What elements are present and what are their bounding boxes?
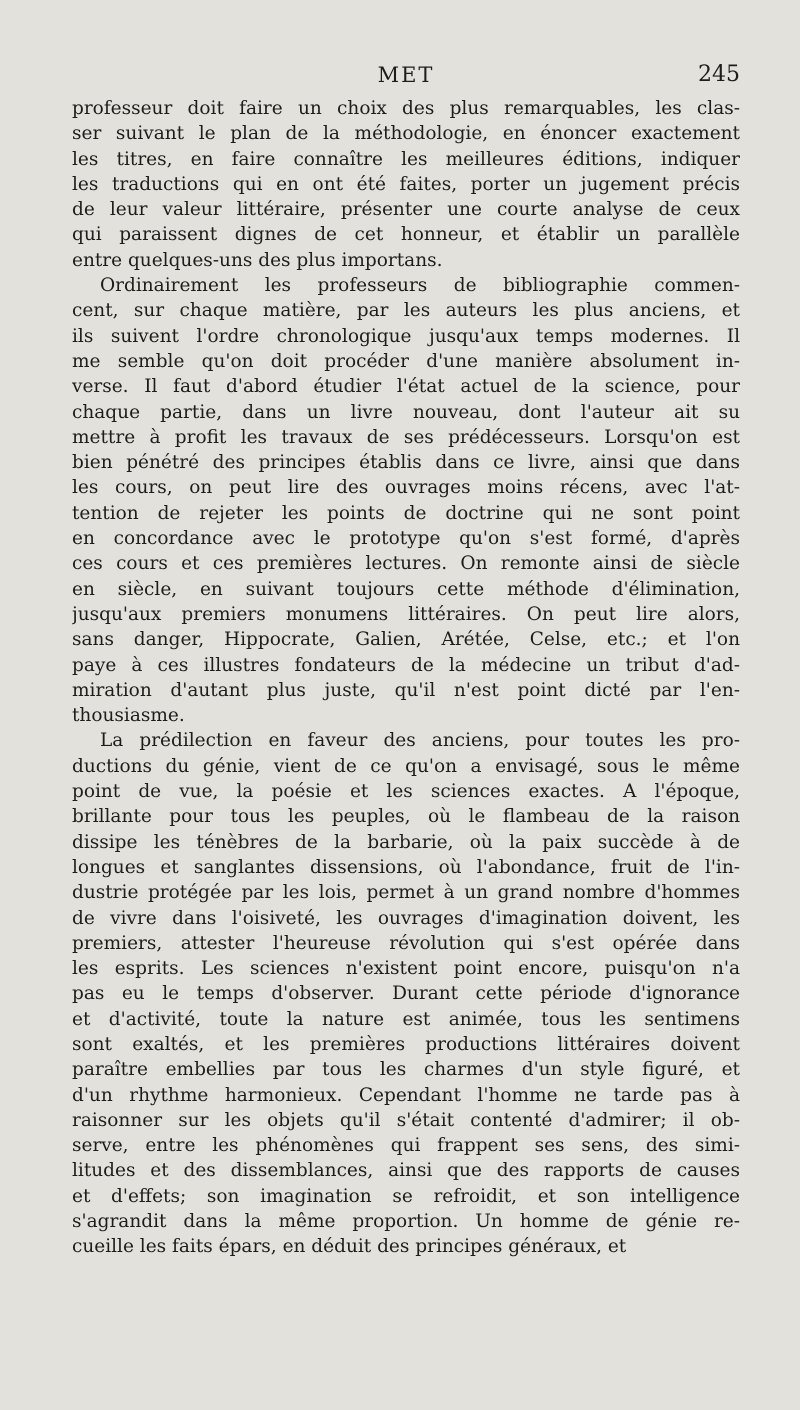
text-line: La prédilection en faveur des anciens, pour toutes les pro-	[100, 730, 740, 752]
text-line: les titres, en faire connaître les meilleures éditions, indiquer	[72, 148, 740, 170]
text-line: les esprits. Les sciences n'existent point encore, puisqu'on n'a	[72, 958, 740, 980]
text-line: et d'activité, toute la nature est animée, tous les sentimens	[72, 1008, 740, 1030]
text-line: sont exaltés, et les premières productions littéraires doivent	[72, 1033, 740, 1055]
text-line: tention de rejeter les points de doctrine qui ne sont point	[72, 502, 740, 524]
text-line: de vivre dans l'oisiveté, les ouvrages d'imagination doivent, les	[72, 907, 740, 929]
text-line: thousiasme.	[72, 705, 185, 727]
text-line: en concordance avec le prototype qu'on s'est formé, d'après	[72, 528, 740, 550]
text-line: dissipe les ténèbres de la barbarie, où la paix succède à de	[72, 831, 740, 853]
body-text	[72, 96, 740, 1260]
text-line: miration d'autant plus juste, qu'il n'est point dicté par l'en-	[72, 679, 740, 701]
text-line: brillante pour tous les peuples, où le flambeau de la raison	[72, 806, 740, 828]
text-line: et d'effets; son imagination se refroidit, et son intelligence	[72, 1185, 740, 1207]
paragraph	[72, 273, 740, 728]
text-line: mettre à profit les travaux de ses prédécesseurs. Lorsqu'on est	[72, 426, 740, 448]
text-line: dustrie protégée par les lois, permet à un grand nombre d'hommes	[72, 882, 740, 904]
text-line: paye à ces illustres fondateurs de la médecine un tribut d'ad-	[72, 654, 740, 676]
text-line: qui paraissent dignes de cet honneur, et établir un parallèle	[72, 224, 740, 246]
page-header	[72, 60, 740, 90]
text-line: premiers, attester l'heureuse révolution qui s'est opérée dans	[72, 932, 740, 954]
text-line: sans danger, Hippocrate, Galien, Arétée, Celse, etc.; et l'on	[72, 629, 740, 651]
text-line: cueille les faits épars, en déduit des principes généraux, et	[72, 1236, 627, 1258]
text-line: professeur doit faire un choix des plus remarquables, les clas-	[72, 98, 740, 119]
text-line: bien pénétré des principes établis dans ce livre, ainsi que dans	[72, 452, 740, 474]
text-line: chaque partie, dans un livre nouveau, dont l'auteur ait su	[72, 401, 740, 423]
text-line: paraître embellies par tous les charmes d'un style figuré, et	[72, 1059, 740, 1081]
paragraph	[72, 728, 740, 1259]
text-line: ces cours et ces premières lectures. On remonte ainsi de siècle	[72, 553, 740, 575]
text-line: entre quelques-uns des plus importans.	[72, 249, 443, 271]
text-line: Ordinairement les professeurs de bibliographie commen-	[100, 275, 740, 297]
text-line: s'agrandit dans la même proportion. Un homme de génie re-	[72, 1211, 740, 1233]
text-line: jusqu'aux premiers monumens littéraires. On peut lire alors,	[72, 603, 740, 625]
text-line: me semble qu'on doit procéder d'une manière absolument in-	[72, 350, 740, 372]
running-title: MET	[377, 63, 435, 87]
text-line: longues et sanglantes dissensions, où l'abondance, fruit de l'in-	[72, 856, 740, 878]
text-line: de leur valeur littéraire, présenter une courte analyse de ceux	[72, 199, 740, 221]
text-line: ils suivent l'ordre chronologique jusqu'aux temps modernes. Il	[72, 325, 740, 347]
text-line: les cours, on peut lire des ouvrages moins récens, avec l'at-	[72, 477, 740, 499]
paragraph	[72, 96, 740, 273]
text-line: ductions du génie, vient de ce qu'on a envisagé, sous le même	[72, 755, 740, 777]
text-line: serve, entre les phénomènes qui frappent ses sens, des simi-	[72, 1135, 740, 1157]
text-line: cent, sur chaque matière, par les auteurs les plus anciens, et	[72, 300, 740, 322]
text-line: litudes et des dissemblances, ainsi que des rapports de causes	[72, 1160, 740, 1182]
text-line: ser suivant le plan de la méthodologie, en énoncer exactement	[72, 123, 740, 145]
page-number: 245	[698, 62, 740, 87]
text-line: d'un rhythme harmonieux. Cependant l'homme ne tarde pas à	[72, 1084, 740, 1106]
text-line: les traductions qui en ont été faites, porter un jugement précis	[72, 173, 740, 195]
text-line: en siècle, en suivant toujours cette méthode d'élimination,	[72, 578, 740, 600]
text-line: point de vue, la poésie et les sciences exactes. A l'époque,	[72, 781, 740, 803]
text-line: raisonner sur les objets qu'il s'était contenté d'admirer; il ob-	[72, 1109, 740, 1131]
text-line: pas eu le temps d'observer. Durant cette période d'ignorance	[72, 983, 740, 1005]
text-line: verse. Il faut d'abord étudier l'état actuel de la science, pour	[72, 376, 740, 398]
